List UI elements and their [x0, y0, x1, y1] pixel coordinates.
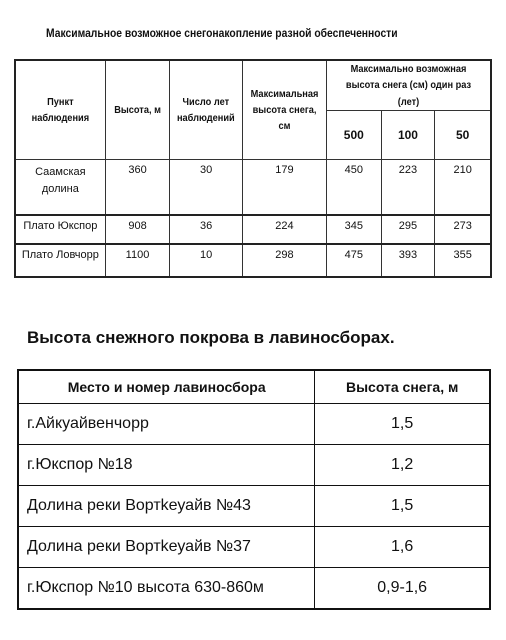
cell-station: Плато Юкспор — [15, 215, 105, 244]
table-row — [15, 244, 491, 277]
cell-max: 298 — [242, 244, 326, 277]
cell-max: 224 — [242, 215, 326, 244]
cell-p50: 355 — [435, 244, 491, 277]
header-station: Пункт наблюдения — [15, 60, 105, 159]
table1-title: Максимальное возможное снегонакопление разной обеспеченности — [46, 26, 398, 40]
cell-years: 36 — [170, 215, 243, 244]
cell-snow-height: 1,5 — [315, 486, 490, 527]
cell-place: Долина реки Вортkеуайв №43 — [18, 486, 315, 527]
table-row — [18, 568, 490, 610]
cell-snow-height: 1,6 — [315, 527, 490, 568]
cell-altitude: 1100 — [105, 244, 170, 277]
header-altitude: Высота, м — [105, 60, 170, 159]
header-years: Число лет наблюдений — [170, 60, 243, 159]
cell-p50: 210 — [435, 159, 491, 215]
table-row — [18, 527, 490, 568]
header-snow-height: Высота снега, м — [315, 370, 490, 404]
table2-title: Высота снежного покрова в лавиносборах. — [27, 328, 395, 347]
cell-station: Саамская долина — [15, 159, 105, 215]
table-row — [15, 215, 491, 244]
cell-place: г.Айкуайвенчорр — [18, 404, 315, 445]
cell-p500: 345 — [327, 215, 382, 244]
cell-p50: 273 — [435, 215, 491, 244]
cell-p500: 475 — [327, 244, 382, 277]
header-p100: 100 — [381, 110, 435, 159]
header-p500: 500 — [327, 110, 382, 159]
cell-p500: 450 — [327, 159, 382, 215]
table-row — [18, 445, 490, 486]
table-row — [18, 486, 490, 527]
cell-place: г.Юкспор №10 высота 630-860м — [18, 568, 315, 610]
table-row — [18, 404, 490, 445]
cell-p100: 393 — [381, 244, 435, 277]
cell-station: Плато Ловчорр — [15, 244, 105, 277]
cell-snow-height: 1,5 — [315, 404, 490, 445]
cell-place: г.Юкспор №18 — [18, 445, 315, 486]
cell-p100: 223 — [381, 159, 435, 215]
cell-max: 179 — [242, 159, 326, 215]
cell-altitude: 360 — [105, 159, 170, 215]
header-p50: 50 — [435, 110, 491, 159]
cell-altitude: 908 — [105, 215, 170, 244]
header-return-period-group: Максимально возможная высота снега (см) один раз (лет) — [327, 60, 492, 110]
cell-snow-height: 0,9-1,6 — [315, 568, 490, 610]
cell-years: 30 — [170, 159, 243, 215]
table-row — [15, 159, 491, 215]
header-max-height: Максимальная высота снега, см — [242, 60, 326, 159]
header-place: Место и номер лавиносбора — [18, 370, 315, 404]
avalanche-snow-depth-table — [17, 369, 491, 610]
cell-snow-height: 1,2 — [315, 445, 490, 486]
cell-p100: 295 — [381, 215, 435, 244]
cell-years: 10 — [170, 244, 243, 277]
cell-place: Долина реки Вортkеуайв №37 — [18, 527, 315, 568]
snow-accumulation-table — [14, 59, 492, 278]
